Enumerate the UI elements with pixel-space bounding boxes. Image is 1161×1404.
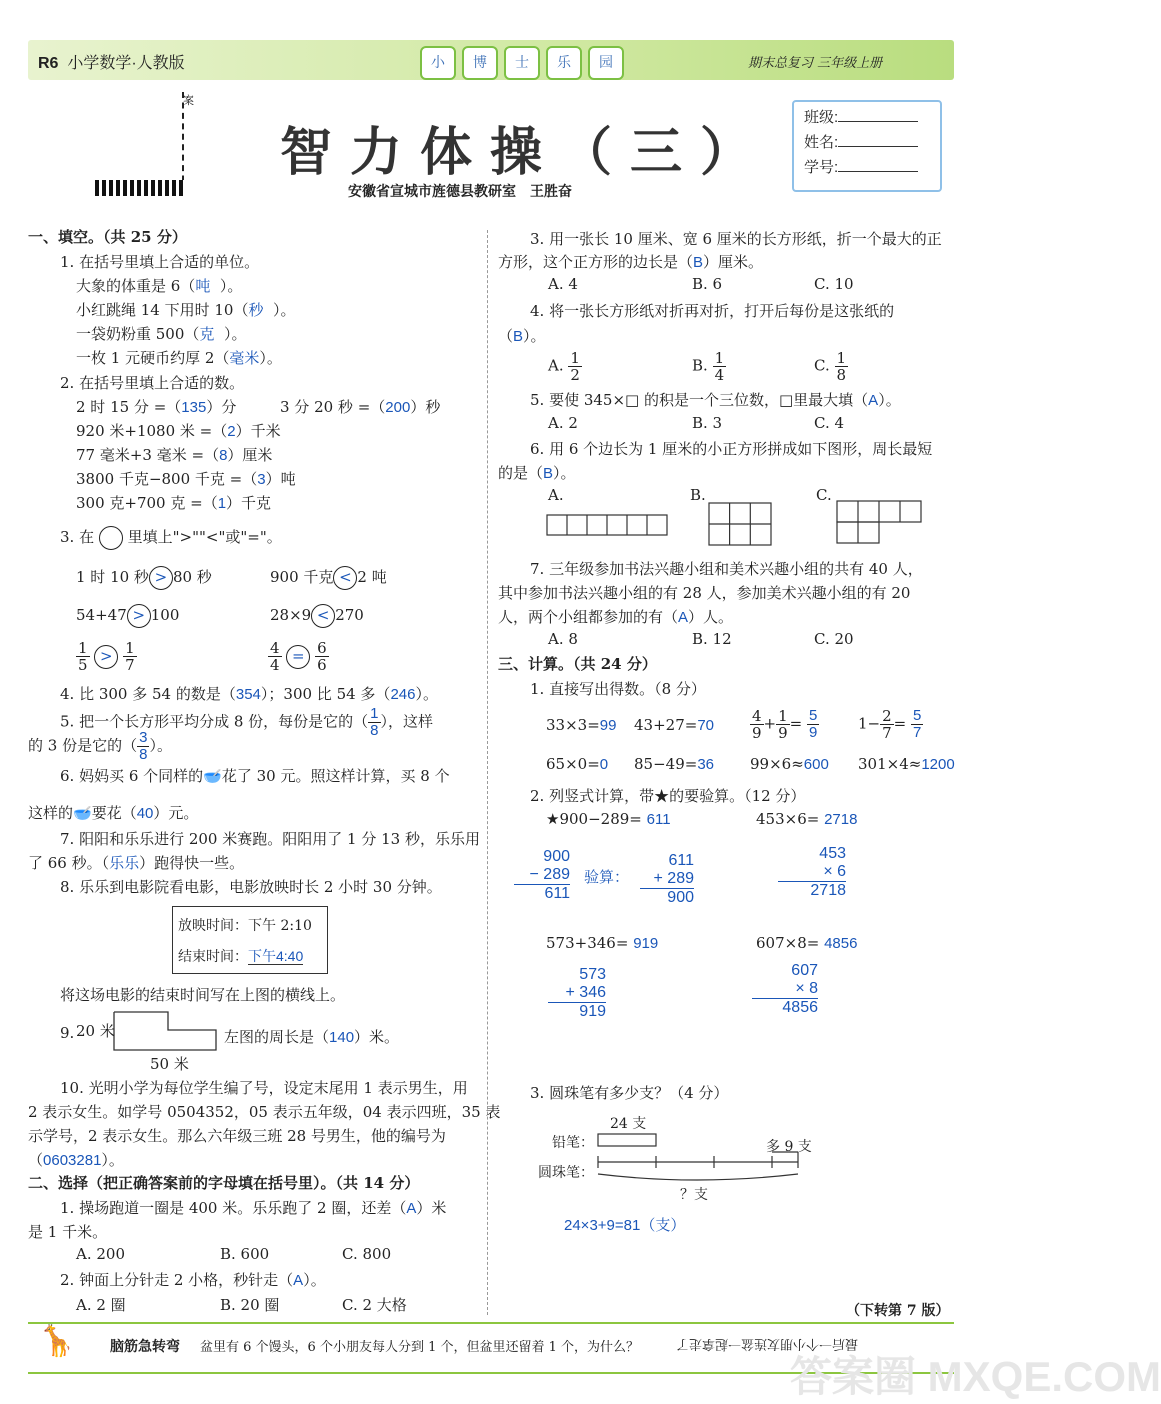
answer[interactable]: 0603281 — [43, 1152, 102, 1169]
column-divider — [487, 230, 488, 1315]
vertical-calc: 900 − 289 611 — [514, 848, 570, 903]
answer[interactable]: 246 — [390, 686, 416, 703]
s3-q1: 1. 直接写出得数。（8 分） — [530, 680, 706, 698]
option[interactable]: A. — [548, 486, 564, 504]
answer[interactable]: B — [693, 254, 704, 271]
s1-q10a: 10. 光明小学为每位学生编了号，设定末尾用 1 表示男生，用 — [60, 1079, 468, 1097]
name-field[interactable] — [838, 146, 918, 147]
answer[interactable]: A — [678, 609, 689, 626]
calc: 573+346= 919 — [546, 934, 659, 952]
s1-q10d: （0603281）。 — [28, 1151, 124, 1169]
logo-char: 园 — [588, 46, 624, 80]
label-more: 多 9 支 — [766, 1139, 812, 1155]
option[interactable]: A. 200 — [76, 1245, 125, 1263]
shape-c — [836, 500, 924, 546]
answer[interactable]: 8 — [219, 447, 228, 464]
answer[interactable]: 吨 — [195, 278, 211, 295]
ball-label: 圆珠笔： — [538, 1165, 594, 1181]
answer[interactable]: 40 — [136, 805, 154, 822]
answer[interactable]: A — [293, 1272, 304, 1289]
s1-q10c: 示学号，2 表示女生。那么六年级三班 28 号男生，他的编号为 — [28, 1127, 446, 1145]
giraffe-icon: 🦒 — [38, 1324, 76, 1359]
calc: 607×8= 4856 — [756, 934, 858, 952]
option[interactable]: A. $\frac{1}{2}$ — [548, 349, 580, 384]
compare-circle[interactable]: < — [333, 566, 357, 590]
answer[interactable]: A — [406, 1200, 417, 1217]
s1-q3d: 28×9 < 270 — [270, 604, 364, 628]
answer[interactable]: B — [513, 328, 524, 345]
section2-heading: 二、选择（把正确答案前的字母填在括号里）。（共 14 分） — [28, 1174, 420, 1192]
s2-q3: 3. 用一张长 10 厘米、宽 6 厘米的长方形纸，折一个最大的正 — [530, 230, 942, 248]
option[interactable]: A. 2 — [548, 414, 578, 432]
brand-logo — [420, 46, 624, 80]
header-right: 期末总复习 三年级上册 — [748, 56, 883, 71]
s2-q6: 6. 用 6 个边长为 1 厘米的小正方形拼成如下图形，周长最短 — [530, 440, 933, 458]
shape-a — [546, 514, 672, 538]
s1-q2: 2. 在括号里填上合适的数。 — [60, 374, 245, 392]
answer[interactable]: 3 — [257, 471, 266, 488]
calc: 65×0=0 — [546, 755, 609, 773]
option[interactable]: A. 2 圈 — [76, 1296, 126, 1314]
s1-q3: 3. 在 里填上">""<"或"="。 — [60, 526, 282, 550]
vertical-calc: 573 + 346 919 — [548, 966, 606, 1021]
logo-char: 士 — [504, 46, 540, 80]
vertical-calc: 453 × 6 2718 — [778, 845, 846, 900]
continued-note: （下转第 7 版） — [846, 1303, 950, 1319]
footer-title: 脑筋急转弯 — [110, 1339, 180, 1355]
s1-q5: 5. 把一个长方形平均分成 8 份，每份是它的（ $\frac{1}{8}$ ），这样 — [60, 705, 434, 739]
vertical-calc: 611 + 289 900 — [640, 852, 694, 907]
s2-q7c: 人，两个小组都参加的有（A）人。 — [498, 608, 734, 626]
option[interactable]: B. 6 — [692, 275, 723, 293]
option[interactable]: C. 4 — [814, 414, 845, 432]
name-label: 姓名: — [804, 134, 839, 151]
s1-q8: 8. 乐乐到电影院看电影，电影放映时长 2 小时 30 分钟。 — [60, 878, 442, 896]
s1-q8c: 将这场电影的结束时间写在上图的横线上。 — [60, 986, 346, 1004]
footer-answer: 最后一个小朋友连盆一起拿走了 — [676, 1336, 859, 1351]
compare-circle[interactable]: = — [286, 645, 310, 669]
s1-q10b: 2 表示女生。如学号 0504352，05 表示五年级，04 表示四班，35 表 — [28, 1103, 501, 1121]
qr-label: 案 — [183, 94, 194, 107]
author: 安徽省宣城市旌德县教研室 王胜奋 — [348, 184, 572, 200]
circle-icon — [99, 526, 123, 550]
question-label: ？支 — [680, 1187, 708, 1203]
s1-q1a: 大象的体重是 6（吨 ）。 — [76, 277, 243, 295]
s2-q4: 4. 将一张长方形纸对折再对折，打开后每份是这张纸的 — [530, 302, 895, 320]
id-field[interactable] — [838, 171, 918, 172]
s1-q5b: 的 3 份是它的（ $\frac{3}{8}$ ）。 — [28, 729, 172, 763]
movie-end: 结束时间：下午4:40 — [178, 948, 304, 965]
page-title: 智力体操（三） — [280, 123, 771, 183]
s3-q2: 2. 列竖式计算，带★的要验算。（12 分） — [530, 787, 806, 805]
qr-cut-area — [90, 92, 184, 192]
s2-q5: 5. 要使 345×□ 的积是一个三位数，□里最大填（A）。 — [530, 391, 901, 409]
calc: 453×6= 2718 — [756, 810, 858, 828]
answer[interactable]: 乐乐 — [109, 855, 140, 872]
s1-q3f: $\frac{4}{4}$ = $\frac{6}{6}$ — [270, 639, 327, 674]
answer[interactable]: 毫米 — [229, 350, 260, 367]
s1-q2b: 3 分 20 秒 =（200）秒 — [280, 398, 441, 416]
s1-q7: 7. 阳阳和乐乐进行 200 米赛跑。阳阳用了 1 分 13 秒，乐乐用 — [60, 830, 480, 848]
option[interactable]: C. 20 — [814, 630, 854, 648]
s2-q7b: 其中参加书法兴趣小组的有 28 人，参加美术兴趣小组的有 20 — [498, 584, 911, 602]
compare-circle[interactable]: > — [149, 566, 173, 590]
option[interactable]: C. 2 大格 — [342, 1296, 407, 1314]
vertical-calc: 607 × 8 4856 — [752, 962, 818, 1017]
answer[interactable]: 140 — [329, 1029, 355, 1046]
class-label: 班级: — [804, 109, 839, 126]
s1-q6: 6. 妈妈买 6 个同样的🥣花了 30 元。照这样计算，买 8 个 — [60, 767, 450, 785]
option[interactable]: C. 10 — [814, 275, 854, 293]
option[interactable]: C. $\frac{1}{8}$ — [814, 349, 847, 384]
shape-b — [708, 502, 774, 548]
qr-code-icon[interactable] — [95, 180, 185, 196]
s1-q9-num: 9. — [60, 1024, 75, 1042]
logo-char: 小 — [420, 46, 456, 80]
calc: 33×3=99 — [546, 716, 617, 734]
option[interactable]: B. 600 — [220, 1245, 270, 1263]
logo-char: 乐 — [546, 46, 582, 80]
class-field[interactable] — [838, 121, 918, 122]
s2-q4b: （B）。 — [498, 327, 546, 345]
option[interactable]: C. — [816, 486, 832, 504]
student-info-box — [792, 100, 942, 192]
s1-q3e: $\frac{1}{5}$ > $\frac{1}{7}$ — [78, 639, 135, 674]
option[interactable]: A. 4 — [548, 275, 578, 293]
option[interactable]: B. 12 — [692, 630, 732, 648]
s1-q3b: 900 千克 < 2 吨 — [270, 566, 387, 590]
answer[interactable]: 秒 — [248, 302, 264, 319]
answer[interactable]: A — [868, 392, 879, 409]
option[interactable]: A. 8 — [548, 630, 578, 648]
header-title: R6 小学数学·人教版 — [38, 55, 185, 72]
logo-char: 博 — [462, 46, 498, 80]
s1-q2d: 77 毫米+3 毫米 =（8）厘米 — [76, 446, 273, 464]
pencil-label: 铅笔： — [552, 1135, 594, 1151]
section1-heading: 一、填空。（共 25 分） — [28, 228, 187, 246]
s1-q9: 左图的周长是（140）米。 — [224, 1028, 400, 1046]
answer[interactable]: 354 — [235, 686, 261, 703]
compare-circle[interactable]: < — [311, 604, 335, 628]
s1-q1d: 一枚 1 元硬币约厚 2（毫米）。 — [76, 349, 282, 367]
answer[interactable]: 下午4:40 — [248, 948, 304, 964]
s1-q9-width: 50 米 — [150, 1055, 189, 1073]
s3-q3: 3. 圆珠笔有多少支？（4 分） — [530, 1084, 729, 1102]
s1-q1: 1. 在括号里填上合适的单位。 — [60, 253, 260, 271]
s2-q3b: 方形，这个正方形的边长是（B）厘米。 — [498, 253, 764, 271]
compare-circle[interactable]: > — [127, 604, 151, 628]
s1-q4: 4. 比 300 多 54 的数是（354）；300 比 54 多（246）。 — [60, 685, 438, 703]
s2-q6b: 的是（B）。 — [498, 464, 576, 482]
answer[interactable]: 克 — [199, 326, 215, 343]
answer[interactable]: B — [543, 465, 554, 482]
calc: 43+27=70 — [634, 716, 714, 734]
calc: 301×4≈1200 — [858, 755, 955, 773]
s1-q9-height: 20 米 — [76, 1022, 115, 1040]
s1-q2a: 2 时 15 分 =（135）分 — [76, 398, 237, 416]
s2-q2: 2. 钟面上分针走 2 小格，秒针走（A）。 — [60, 1271, 326, 1289]
s1-q6c: 这样的🥣要花（40）元。 — [28, 804, 199, 822]
s1-q1b: 小红跳绳 14 下用时 10（秒 ）。 — [76, 301, 296, 319]
check-label: 验算： — [584, 869, 630, 886]
option[interactable]: C. 800 — [342, 1245, 392, 1263]
movie-start: 放映时间：下午 2:10 — [178, 918, 312, 934]
calc-fraction: 1− $\frac{2}{7}$ = $\frac{5}{7}$ — [858, 707, 922, 742]
s1-q2c: 920 米+1080 米 =（2）千米 — [76, 422, 281, 440]
calc-fraction: $\frac{4}{9}$ + $\frac{1}{9}$ = $\frac{5}{9}$ — [752, 707, 818, 742]
answer[interactable]: 135 — [181, 399, 207, 416]
answer[interactable]: 200 — [385, 399, 411, 416]
calc: ★900−289= 611 — [546, 810, 671, 828]
option[interactable]: B. — [690, 486, 706, 504]
calc: 99×6≈600 — [750, 755, 829, 773]
section3-heading: 三、计算。（共 24 分） — [498, 655, 657, 673]
compare-circle[interactable]: > — [94, 645, 118, 669]
s1-q3a: 1 时 10 秒 > 80 秒 — [76, 566, 212, 590]
calc: 85−49=36 — [634, 755, 714, 773]
s2-q7: 7. 三年级参加书法兴趣小组和美术兴趣小组的共有 40 人， — [530, 560, 923, 578]
footer-question: 盆里有 6 个馒头，6 个小朋友每人分到 1 个，但盆里还留着 1 个，为什么？ — [200, 1340, 640, 1355]
perimeter-figure — [112, 1010, 222, 1054]
option[interactable]: B. 3 — [692, 414, 723, 432]
s2-q1b: 是 1 千米。 — [28, 1223, 108, 1241]
bowl-icon: 🥣 — [203, 767, 222, 785]
bowl-icon: 🥣 — [73, 804, 92, 822]
id-label: 学号: — [804, 159, 839, 176]
s1-q1c: 一袋奶粉重 500（克 ）。 — [76, 325, 247, 343]
label-24: 24 支 — [610, 1116, 647, 1132]
line-segment-diagram — [596, 1128, 806, 1188]
answer[interactable]: 1 — [217, 495, 227, 512]
answer[interactable]: 24×3+9=81（支） — [564, 1217, 686, 1234]
option[interactable]: B. 20 圈 — [220, 1296, 280, 1314]
s2-q1: 1. 操场跑道一圈是 400 米。乐乐跑了 2 圈，还差（A）米 — [60, 1199, 447, 1217]
s1-q3c: 54+47 > 100 — [76, 604, 179, 628]
s1-q2f: 300 克+700 克 =（1）千克 — [76, 494, 272, 512]
answer[interactable]: 2 — [227, 423, 236, 440]
option[interactable]: B. $\frac{1}{4}$ — [692, 349, 725, 384]
s1-q2e: 3800 千克−800 千克 =（3）吨 — [76, 470, 296, 488]
s1-q7b: 了 66 秒。（乐乐）跑得快一些。 — [28, 854, 245, 872]
watermark: 答案圈 MXQE.COM — [790, 1353, 1161, 1400]
